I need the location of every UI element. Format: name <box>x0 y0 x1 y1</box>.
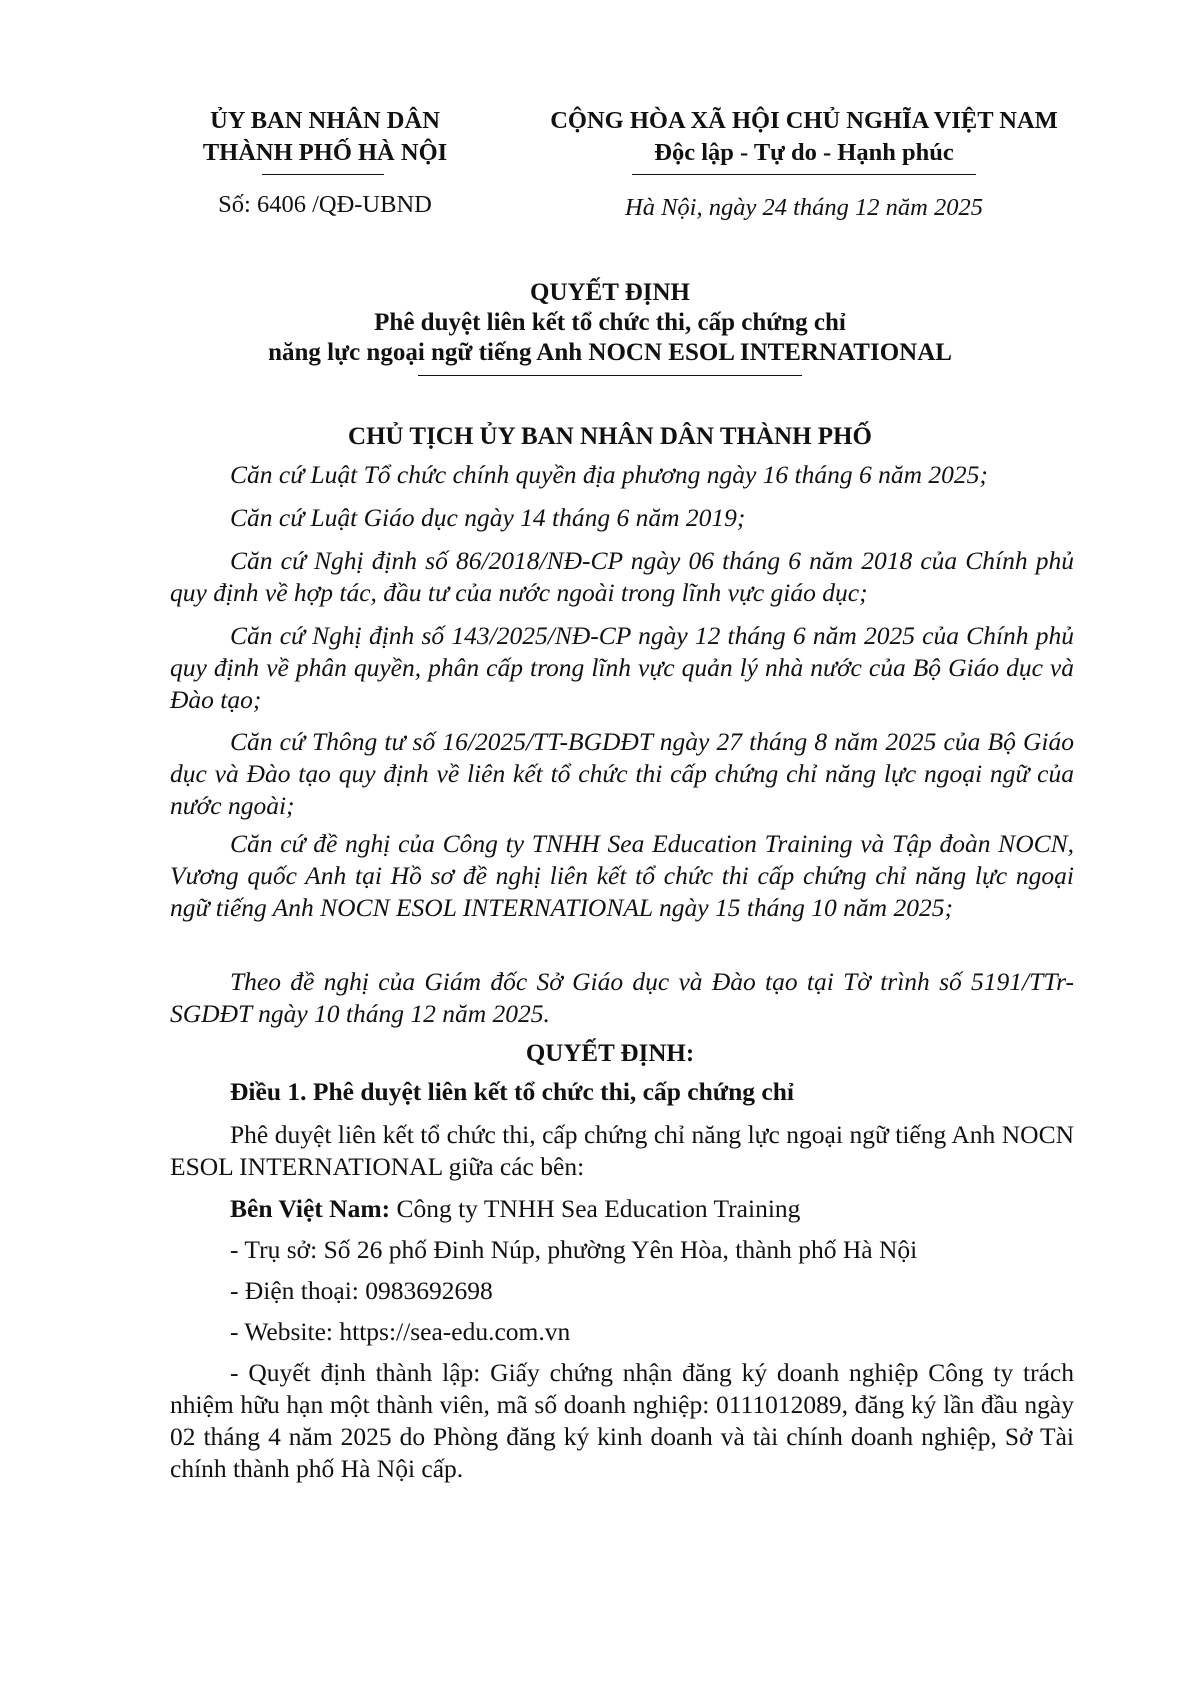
authority-heading: CHỦ TỊCH ỦY BAN NHÂN DÂN THÀNH PHỐ <box>348 423 872 450</box>
issuer-name-line2: THÀNH PHỐ HÀ NỘI <box>202 139 448 166</box>
national-title: CỘNG HÒA XÃ HỘI CHỦ NGHĨA VIỆT NAM <box>550 107 1058 134</box>
party-website: - Website: https://sea-edu.com.vn <box>230 1317 571 1346</box>
legal-basis-7: Theo đề nghị của Giám đốc Sở Giáo dục và Đào tạo tại Tờ trình số 5191/TTr- SGDĐT ngày 10 tháng 12 năm 2025. <box>170 967 1074 1028</box>
vietnam-party-label: Bên Việt Nam: <box>230 1194 391 1223</box>
decision-title: QUYẾT ĐỊNH <box>530 279 690 306</box>
legal-basis-4: Căn cứ Nghị định số 143/2025/NĐ-CP ngày 12 tháng 6 năm 2025 của Chính phủ quy định về phân quyền, phân cấp trong lĩnh vực quản lý nhà nước của Bộ Giáo dục và Đào tạo; <box>170 621 1074 714</box>
party-establishment: - Quyết định thành lập: Giấy chứng nhận đăng ký doanh nghiệp Công ty trách nhiệm hữu hạn một thành viên, mã số doanh nghiệp: 0111012089, đăng ký lần đầu ngày 02 tháng 4 năm 2025 do Phòng đăng ký kinh doanh và tài chính doanh nghiệp, Sở Tài chính thành phố Hà Nội cấp. <box>170 1358 1074 1483</box>
national-motto: Độc lập - Tự do - Hạnh phúc <box>654 139 954 166</box>
decision-subject-line1: Phê duyệt liên kết tổ chức thi, cấp chứng chỉ <box>374 309 846 336</box>
motto-underline <box>632 174 976 175</box>
document-number: Số: 6406 /QĐ-UBND <box>218 191 432 218</box>
issuer-underline <box>262 174 384 175</box>
article-1-intro: Phê duyệt liên kết tổ chức thi, cấp chứng chỉ năng lực ngoại ngữ tiếng Anh NOCN ESOL INTERNATIONAL giữa các bên: <box>170 1120 1074 1181</box>
party-phone: - Điện thoại: 0983692698 <box>230 1276 493 1305</box>
legal-basis-6: Căn cứ đề nghị của Công ty TNHH Sea Education Training và Tập đoàn NOCN, Vương quốc Anh tại Hồ sơ đề nghị liên kết tổ chức thi cấp chứng chỉ năng lực ngoại ngữ tiếng Anh NOCN ESOL INTERNATIONAL ngày 15 tháng 10 năm 2025; <box>170 829 1074 922</box>
vietnam-party-name: Công ty TNHH Sea Education Training <box>390 1194 801 1223</box>
vietnam-party <box>230 1193 800 1225</box>
title-underline <box>418 375 802 376</box>
legal-basis-1: Căn cứ Luật Tổ chức chính quyền địa phương ngày 16 tháng 6 năm 2025; <box>230 460 988 489</box>
place-and-date: Hà Nội, ngày 24 tháng 12 năm 2025 <box>625 194 983 221</box>
party-address: - Trụ sở: Số 26 phố Đinh Núp, phường Yên Hòa, thành phố Hà Nội <box>230 1235 918 1264</box>
decision-heading: QUYẾT ĐỊNH: <box>525 1040 695 1067</box>
decision-subject-line2: năng lực ngoại ngữ tiếng Anh NOCN ESOL INTERNATIONAL <box>268 339 952 366</box>
legal-basis-5: Căn cứ Thông tư số 16/2025/TT-BGDĐT ngày 27 tháng 8 năm 2025 của Bộ Giáo dục và Đào tạo quy định về liên kết tổ chức thi cấp chứng chỉ năng lực ngoại ngữ của nước ngoài; <box>170 727 1074 820</box>
legal-basis-2: Căn cứ Luật Giáo dục ngày 14 tháng 6 năm 2019; <box>230 503 746 532</box>
issuer-name-line1: ỦY BAN NHÂN DÂN <box>210 107 440 134</box>
legal-basis-3: Căn cứ Nghị định số 86/2018/NĐ-CP ngày 06 tháng 6 năm 2018 của Chính phủ quy định về hợp tác, đầu tư của nước ngoài trong lĩnh vực giáo dục; <box>170 546 1074 607</box>
article-1-heading: Điều 1. Phê duyệt liên kết tổ chức thi, cấp chứng chỉ <box>230 1077 794 1106</box>
